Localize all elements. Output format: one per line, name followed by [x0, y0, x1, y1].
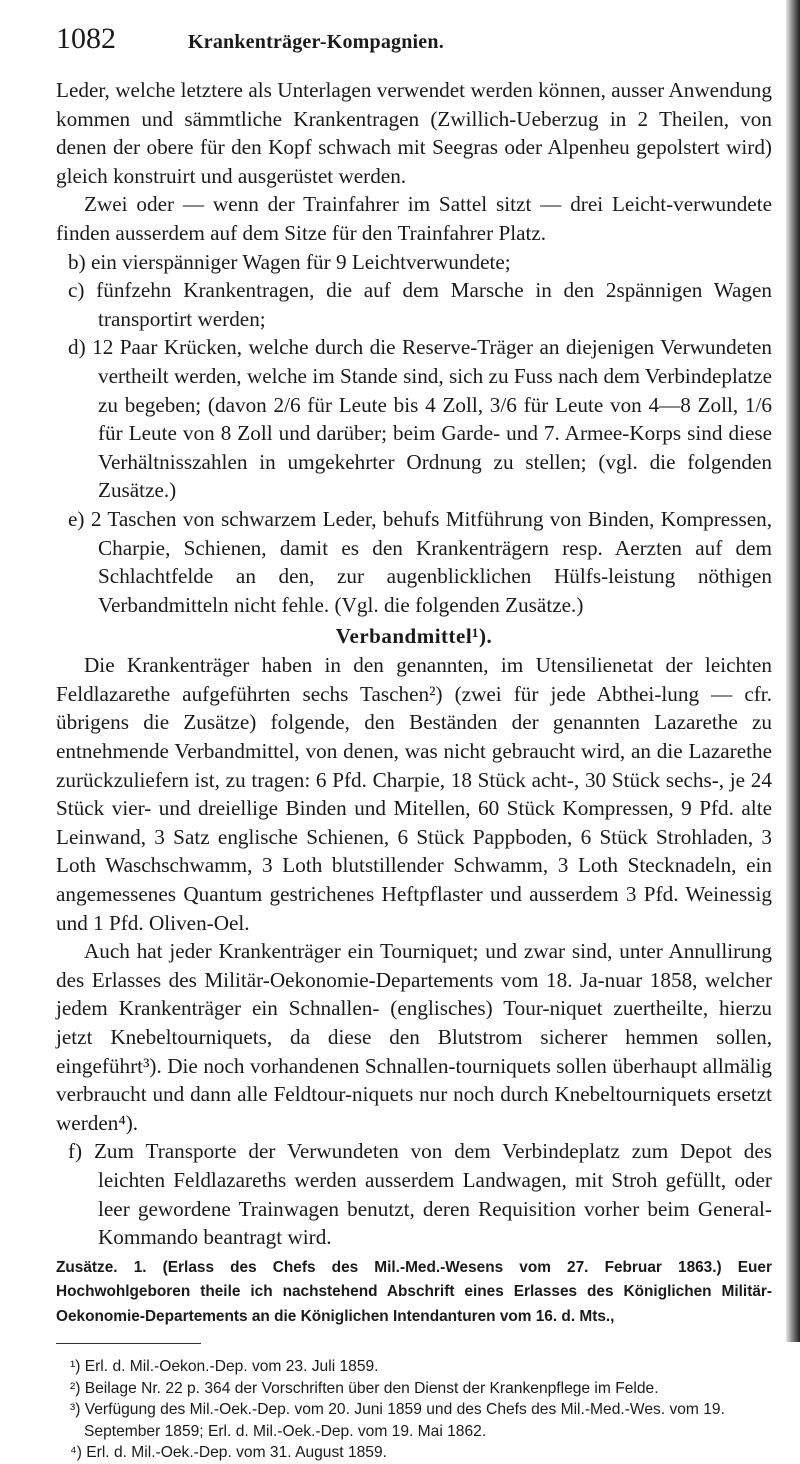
footnote-3: ³) Verfügung des Mil.-Oek.-Dep. vom 20. Juni 1859 und des Chefs des Mil.-Med.-Wes. vom 19. September 1859; Erl. d. Mil.-Oek.-Dep. vom 19. Mai 1862. — [70, 1401, 725, 1440]
body-text — [56, 76, 772, 1252]
paragraph-tourniquet: Auch hat jeder Krankenträger ein Tourniquet; und zwar sind, unter Annullirung des Erlasses des Militär-Oekonomie-Departements vom 18. Ja-nuar 1858, welcher jedem Krankenträger ein Schnallen- (englisches) Tour-niquet zuertheilte, hierzu jetzt Knebeltourniquets, da diese den Blutstrom sicherer hemmen sollen, eingeführt³). Die noch vorhandenen Schnallen-tourniquets sollen überhaupt allmälig verbraucht und dann alle Feldtour-niquets nur noch durch Knebeltourniquets ersetzt werden⁴). — [56, 939, 772, 1135]
page-edge-shadow — [786, 0, 800, 1342]
footnote-4: ⁴) Erl. d. Mil.-Oek.-Dep. vom 31. August 1859. — [70, 1444, 387, 1462]
list-item-d: d) 12 Paar Krücken, welche durch die Reserve-Träger an diejenigen Verwundeten vertheilt werden, welche im Stande sind, sich zu Fuss nach dem Verbindeplatze zu begeben; (davon 2/6 für Leute bis 4 Zoll, 3/6 für Leute von 4—8 Zoll, 1/6 für Leute von 8 Zoll und darüber; beim Garde- und 7. Armee-Korps sind diese Verhältnisszahlen in umgekehrter Ordnung zu stellen; (vgl. die folgenden Zusätze.) — [68, 335, 772, 503]
list-item-f: f) Zum Transporte der Verwundeten von dem Verbindeplatz zum Depot des leichten Feldlazareths werden ausserdem Landwagen, mit Stroh gefüllt, oder leer gewordene Trainwagen benutzt, deren Requisition vorher beim General-Kommando beantragt wird. — [68, 1139, 772, 1250]
paragraph-leder: Leder, welche letztere als Unterlagen verwendet werden können, ausser Anwendung kommen und sämmtliche Krankentragen (Zwillich-Ueberzug in 2 Theilen, von denen der obere für den Kopf schwach mit Seegras oder Alpenheu gepolstert wird) gleich konstruirt und ausgerüstet werden. — [56, 78, 772, 188]
footnotes — [56, 1356, 772, 1464]
page-number: 1082 — [56, 22, 116, 55]
running-title: Krankenträger-Kompagnien. — [188, 31, 444, 53]
paragraph-trainfahrer: Zwei oder — wenn der Trainfahrer im Sattel sitzt — drei Leicht-verwundete finden ausserdem auf dem Sitze für den Trainfahrer Platz. — [56, 192, 772, 245]
footnote-divider — [56, 1343, 201, 1344]
list-item-b: b) ein vierspänniger Wagen für 9 Leichtverwundete; — [68, 249, 511, 274]
section-heading-verbandmittel: Verbandmittel¹). — [335, 624, 493, 649]
page-header — [56, 22, 772, 56]
list-item-e: e) 2 Taschen von schwarzem Leder, behufs Mitführung von Binden, Kompressen, Charpie, Schienen, damit es den Krankenträgern resp. Aerzten auf dem Schlachtfelde an den, zur augenblicklichen Hülfs-leistung nöthigen Verbandmitteln nicht fehle. (Vgl. die folgenden Zusätze.) — [68, 506, 772, 617]
zusaetze-paragraph: Zusätze. 1. (Erlass des Chefs des Mil.-Med.-Wesens vom 27. Februar 1863.) Euer Hochwohlgeboren theile ich nachstehend Abschrift eines Erlasses des Königlichen Militär-Oekonomie-Departements an die Königlichen Intendanturen vom 16. d. Mts., — [56, 1258, 772, 1325]
footnote-1: ¹) Erl. d. Mil.-Oekon.-Dep. vom 23. Juli 1859. — [70, 1358, 379, 1376]
footnote-2: ²) Beilage Nr. 22 p. 364 der Vorschriften über den Dienst der Krankenpflege im Felde. — [70, 1379, 659, 1397]
list-item-c: c) fünfzehn Krankentragen, die auf dem Marsche in den 2spännigen Wagen transportirt werden; — [68, 278, 772, 331]
paragraph-verbandmittel: Die Krankenträger haben in den genannten, im Utensilienetat der leichten Feldlazarethe aufgeführten sechs Taschen²) (zwei für jede Abthei-lung — cfr. übrigens die Zusätze) folgende, den Beständen der genannten Lazarethe zu entnehmende Verbandmittel, von denen, was nicht gebraucht wird, an die Lazarethe zurückzuliefern ist, zu tragen: 6 Pfd. Charpie, 18 Stück acht-, 30 Stück sechs-, je 24 Stück vier- und dreiellige Binden und Mitellen, 60 Stück Kompressen, 9 Pfd. alte Leinwand, 3 Satz englische Schienen, 6 Stück Pappboden, 6 Stück Strohladen, 3 Loth Waschschwamm, 3 Loth blutstillender Schwamm, 3 Loth Stecknadeln, ein angemessenes Quantum gestrichenes Heftpflaster und ausserdem 3 Pfd. Weinessig und 1 Pfd. Oliven-Oel. — [56, 653, 772, 935]
